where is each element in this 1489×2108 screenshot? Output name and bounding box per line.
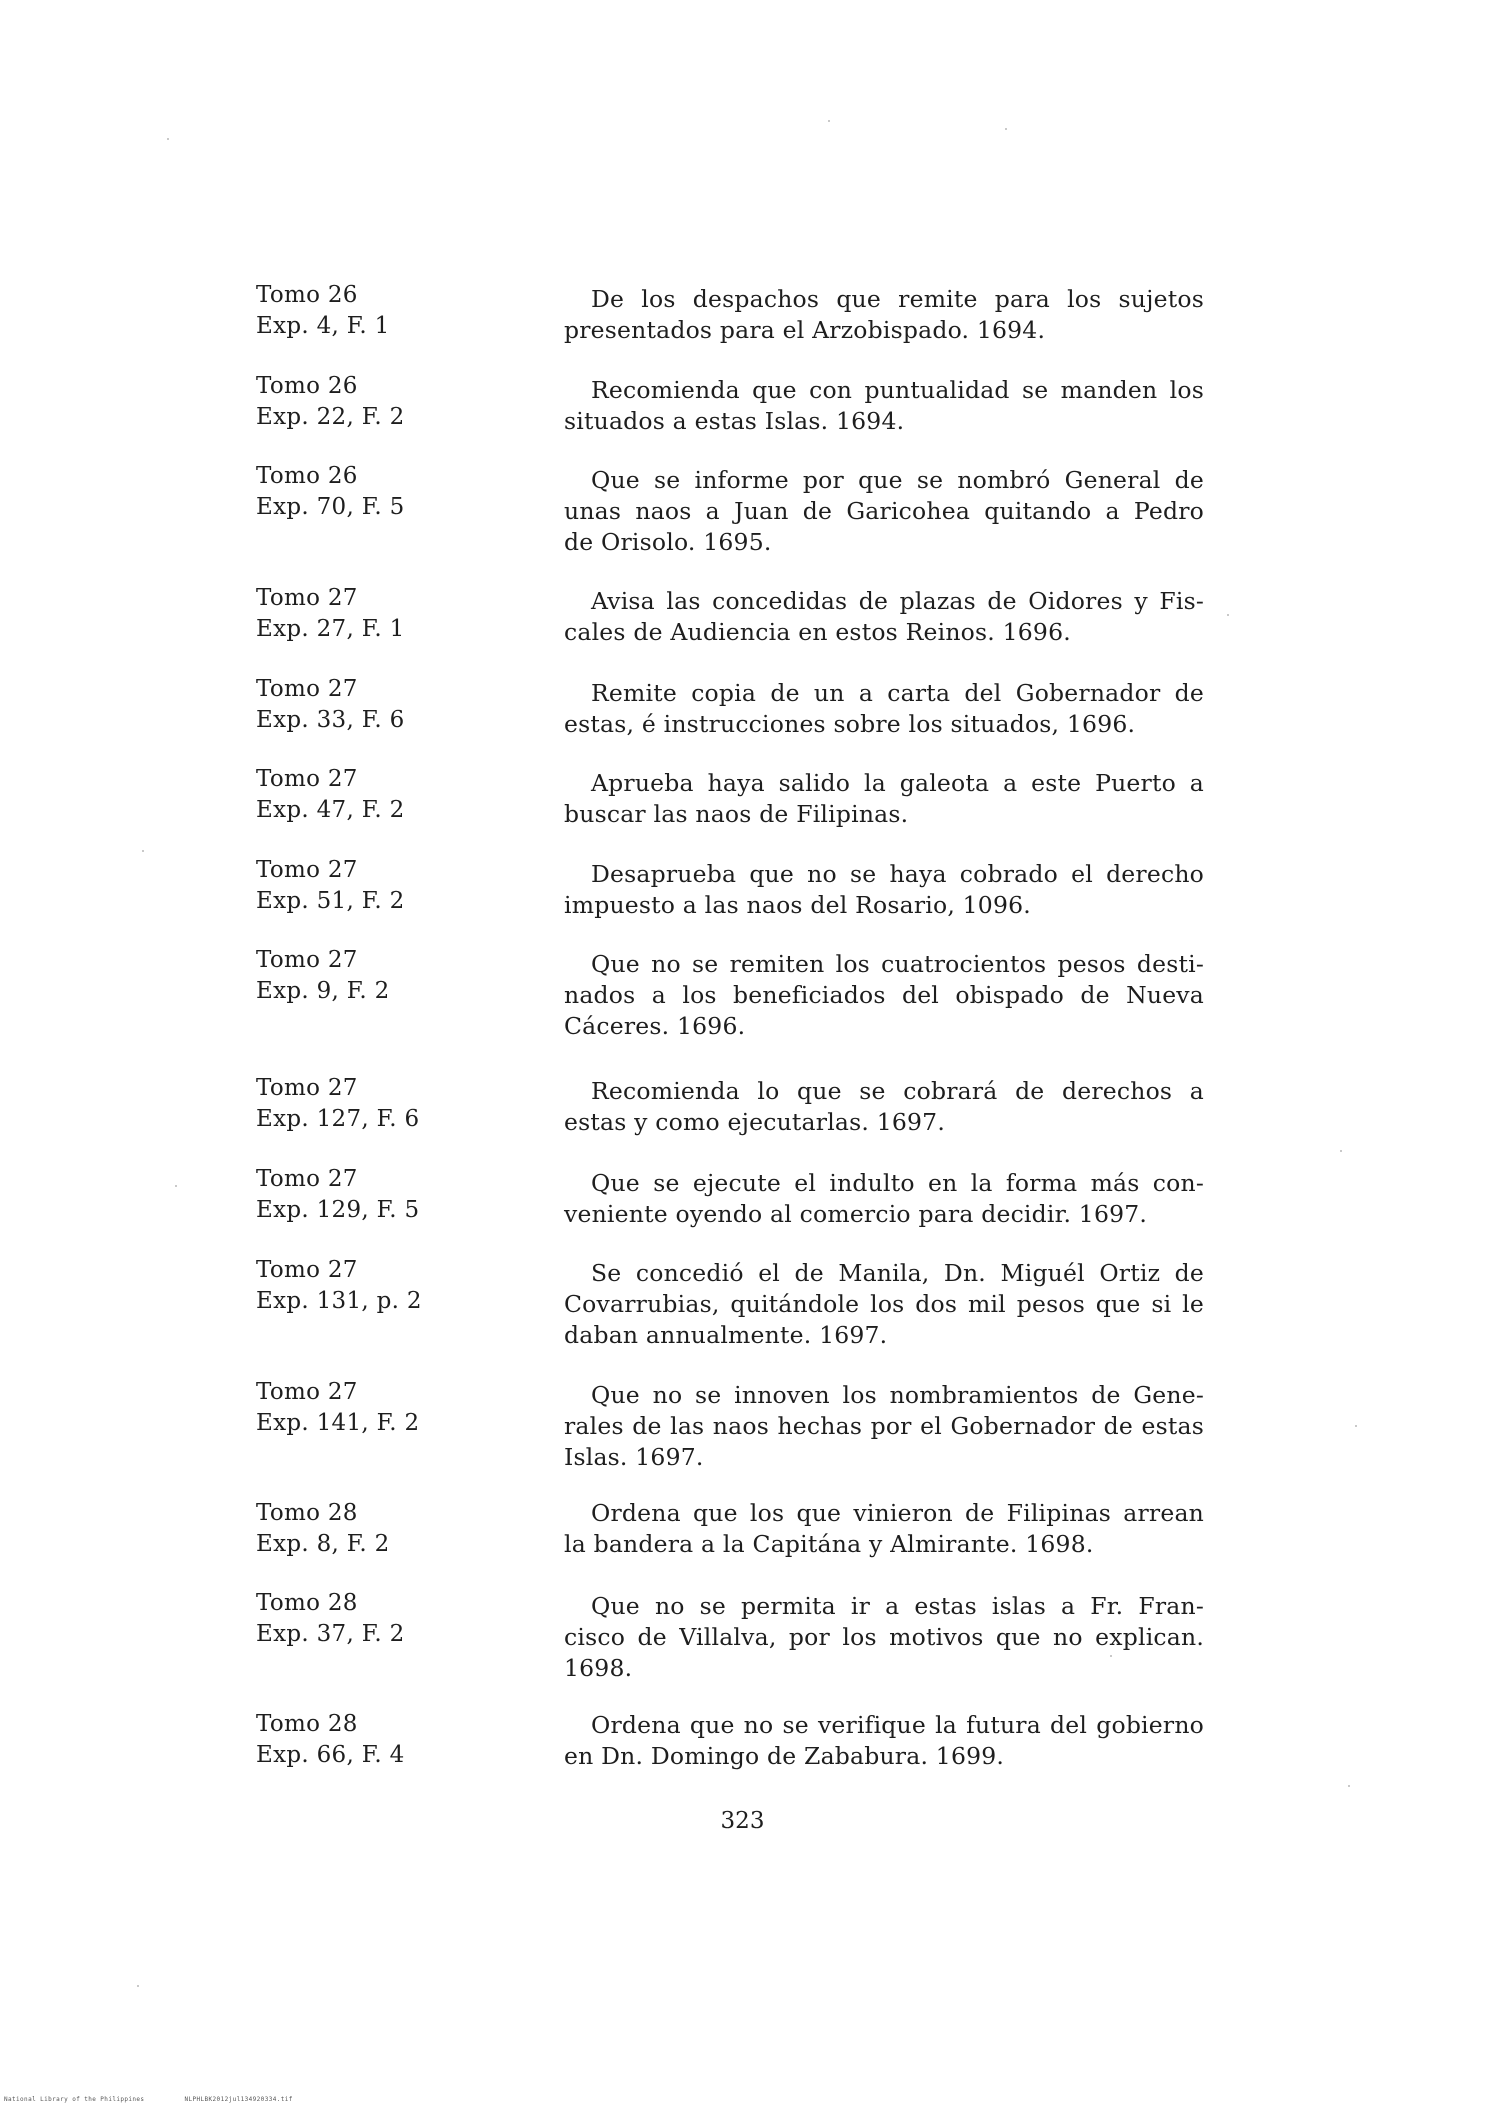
description-line: la bandera a la Capitána y Almirante. 1698. [564,1530,1094,1558]
expediente-label: Exp. 22, F. 2 [256,404,405,430]
description-line: Recomienda que con puntualidad se manden los [591,376,1204,404]
scan-footer [4,2096,329,2103]
entry-description [564,1498,1204,1560]
entry-description [564,284,1204,346]
tomo-label: Tomo 26 [256,373,358,399]
description-line: Que se informe por que se nombró General de [591,466,1204,494]
description-line: veniente oyendo al comercio para decidir. 1697. [564,1200,1148,1228]
scan-speck [167,138,169,140]
page-number-text: 323 [720,1808,765,1834]
entry-description [564,465,1204,558]
description-line: daban annualmente. 1697. [564,1321,888,1349]
entry-reference [256,371,516,433]
description-line: Aprueba haya salido la galeota a este Puerto a [591,769,1204,797]
description-line: unas naos a Juan de Garicohea quitando a Pedro [564,497,1204,525]
description-line: Avisa las concedidas de plazas de Oidores y Fis- [591,587,1204,615]
entry-reference [256,1377,516,1439]
tomo-label: Tomo 27 [256,766,358,792]
description-line: situados a estas Islas. 1694. [564,407,905,435]
tomo-label: Tomo 28 [256,1500,358,1526]
scan-speck [1227,614,1229,616]
description-line: Se concedió el de Manila, Dn. Miguél Ortiz de [591,1259,1204,1287]
entry-reference [256,280,516,342]
description-line: cales de Audiencia en estos Reinos. 1696. [564,618,1071,646]
description-line: estas, é instrucciones sobre los situados, 1696. [564,710,1136,738]
entry-reference [256,1255,516,1317]
entry-reference [256,461,516,523]
scan-speck [175,1185,177,1187]
tomo-label: Tomo 26 [256,282,358,308]
description-line: buscar las naos de Filipinas. [564,800,909,828]
entry-description [564,1710,1204,1772]
expediente-label: Exp. 51, F. 2 [256,888,405,914]
entry-reference [256,1498,516,1560]
entry-description [564,1076,1204,1138]
entry-description [564,859,1204,921]
entry-reference [256,764,516,826]
scan-speck [1005,128,1007,130]
footer-library: National Library of the Philippines [4,2096,145,2103]
tomo-label: Tomo 26 [256,463,358,489]
expediente-label: Exp. 27, F. 1 [256,616,405,642]
description-line: De los despachos que remite para los sujetos [591,285,1204,313]
description-line: rales de las naos hechas por el Gobernador de estas [564,1412,1204,1440]
description-line: Cáceres. 1696. [564,1012,746,1040]
expediente-label: Exp. 37, F. 2 [256,1621,405,1647]
entry-reference [256,945,516,1007]
entry-reference [256,1709,516,1771]
tomo-label: Tomo 27 [256,857,358,883]
tomo-label: Tomo 27 [256,585,358,611]
page-number [0,1808,1489,1834]
tomo-label: Tomo 27 [256,676,358,702]
tomo-label: Tomo 27 [256,1075,358,1101]
entry-reference [256,1073,516,1135]
expediente-label: Exp. 33, F. 6 [256,707,405,733]
entry-description [564,1258,1204,1351]
description-line: Remite copia de un a carta del Gobernador de [591,679,1204,707]
expediente-label: Exp. 4, F. 1 [256,313,390,339]
scan-speck [142,850,144,852]
expediente-label: Exp. 127, F. 6 [256,1106,420,1132]
expediente-label: Exp. 9, F. 2 [256,978,390,1004]
tomo-label: Tomo 28 [256,1711,358,1737]
description-line: Recomienda lo que se cobrará de derechos a [591,1077,1204,1105]
entry-description [564,768,1204,830]
description-line: Que no se remiten los cuatrocientos pesos desti- [591,950,1204,978]
entry-description [564,1380,1204,1473]
expediente-label: Exp. 131, p. 2 [256,1288,422,1314]
expediente-label: Exp. 141, F. 2 [256,1410,420,1436]
description-line: Covarrubias, quitándole los dos mil pesos que si le [564,1290,1204,1318]
scan-speck [137,1985,139,1987]
scan-speck [1348,1785,1350,1787]
entry-description [564,949,1204,1042]
tomo-label: Tomo 27 [256,1379,358,1405]
entry-description [564,1591,1204,1684]
description-line: presentados para el Arzobispado. 1694. [564,316,1046,344]
tomo-label: Tomo 27 [256,947,358,973]
footer-file: NLPHLBK2012jul134920334.tif [184,2096,293,2103]
entry-reference [256,1164,516,1226]
scan-speck [1355,1425,1357,1427]
description-line: Ordena que no se verifique la futura del gobierno [591,1711,1204,1739]
expediente-label: Exp. 47, F. 2 [256,797,405,823]
entry-description [564,375,1204,437]
entry-description [564,1168,1204,1230]
expediente-label: Exp. 8, F. 2 [256,1531,390,1557]
entry-description [564,586,1204,648]
entry-reference [256,1588,516,1650]
description-line: Que se ejecute el indulto en la forma más con- [591,1169,1204,1197]
description-line: Que no se permita ir a estas islas a Fr. Fran- [591,1592,1204,1620]
scan-speck [828,120,830,122]
description-line: Desaprueba que no se haya cobrado el derecho [591,860,1204,888]
description-line: 1698. [564,1654,633,1682]
tomo-label: Tomo 27 [256,1257,358,1283]
description-line: de Orisolo. 1695. [564,528,772,556]
description-line: estas y como ejecutarlas. 1697. [564,1108,945,1136]
expediente-label: Exp. 129, F. 5 [256,1197,420,1223]
entry-reference [256,583,516,645]
tomo-label: Tomo 28 [256,1590,358,1616]
description-line: Ordena que los que vinieron de Filipinas arrean [591,1499,1204,1527]
description-line: nados a los beneficiados del obispado de Nueva [564,981,1204,1009]
entry-description [564,678,1204,740]
scan-speck [1340,1150,1342,1152]
entry-reference [256,674,516,736]
entry-reference [256,855,516,917]
description-line: Islas. 1697. [564,1443,704,1471]
expediente-label: Exp. 70, F. 5 [256,494,405,520]
tomo-label: Tomo 27 [256,1166,358,1192]
expediente-label: Exp. 66, F. 4 [256,1742,405,1768]
description-line: Que no se innoven los nombramientos de Gene- [591,1381,1204,1409]
scan-speck [1110,1655,1112,1657]
description-line: impuesto a las naos del Rosario, 1096. [564,891,1031,919]
description-line: cisco de Villalva, por los motivos que no explican. [564,1623,1204,1651]
description-line: en Dn. Domingo de Zababura. 1699. [564,1742,1005,1770]
